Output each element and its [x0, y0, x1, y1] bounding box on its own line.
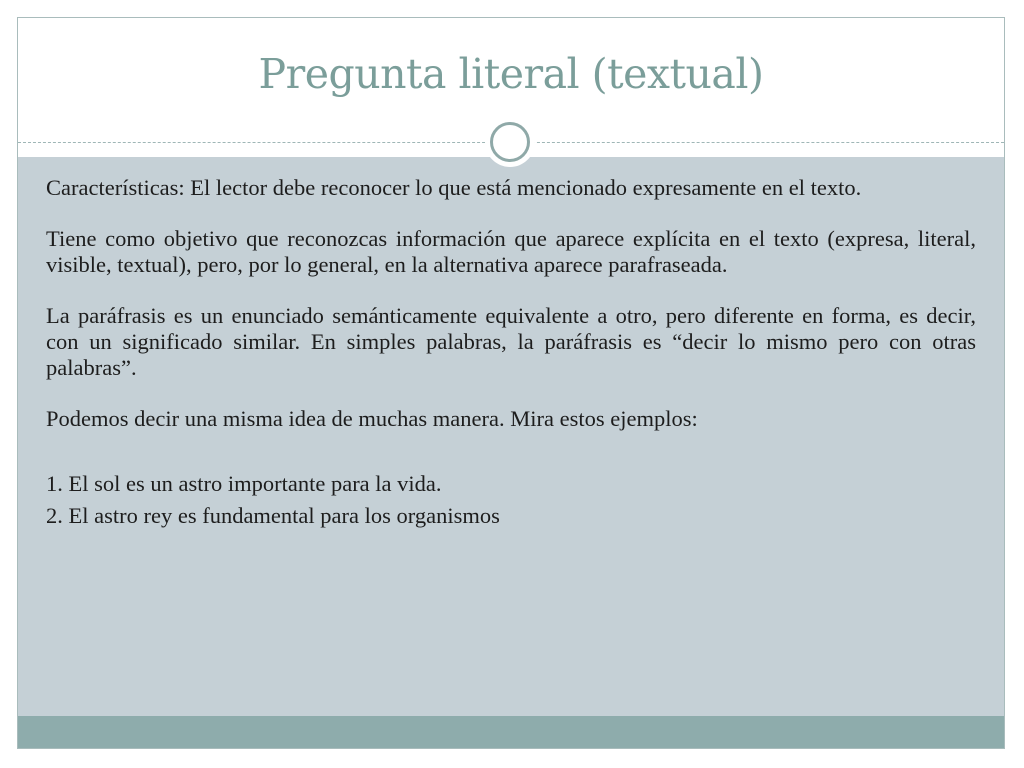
circle-ornament-ring: [490, 122, 530, 162]
slide-content: [46, 175, 976, 529]
paragraph-characteristics: Características: El lector debe reconocer lo que está mencionado expresamente en el texto.: [46, 175, 862, 200]
paragraph-examples-intro: Podemos decir una misma idea de muchas manera. Mira estos ejemplos:: [46, 406, 698, 431]
slide: [17, 17, 1005, 749]
slide-title: Pregunta literal (textual): [258, 50, 764, 98]
paragraph-objective: Tiene como objetivo que reconozcas información que aparece explícita en el texto (expresa, literal, visible, textual), pero, por lo general, en la alternativa aparece parafraseada.: [46, 226, 976, 277]
footer-bar: [18, 716, 1004, 749]
example-item-2: 2. El astro rey es fundamental para los organismos: [46, 503, 500, 528]
example-item-1: 1. El sol es un astro importante para la vida.: [46, 471, 442, 496]
paragraph-paraphrase: La paráfrasis es un enunciado semánticamente equivalente a otro, pero diferente en forma, es decir, con un significado similar. En simples palabras, la paráfrasis es “decir lo mismo pero con otras palabras”.: [46, 303, 976, 380]
circle-ornament-icon: [485, 117, 535, 167]
